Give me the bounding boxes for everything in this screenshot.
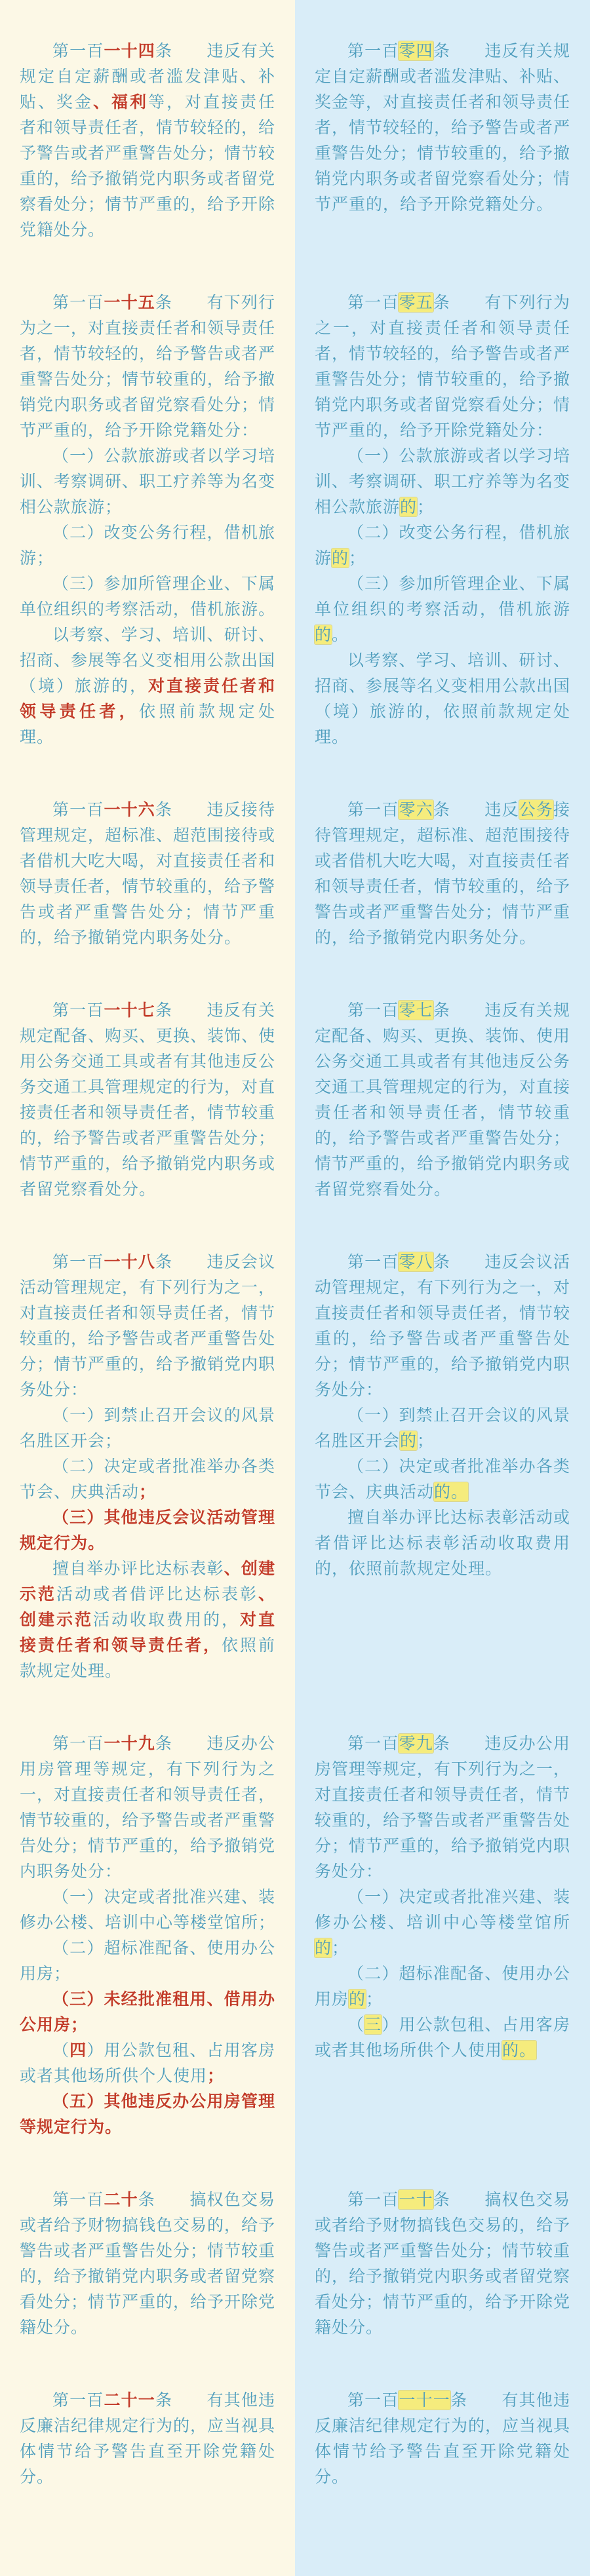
text-run: 条 — [433, 293, 450, 312]
highlighted-text: 零七 — [399, 1001, 433, 1020]
text-run: 条 — [433, 1001, 450, 1020]
paragraph — [315, 290, 570, 443]
paragraph — [315, 571, 570, 647]
article-108 — [315, 1249, 570, 1581]
paragraph — [315, 797, 570, 950]
paragraph — [20, 1731, 275, 1884]
text-run: 条 — [433, 800, 450, 819]
text-run: 违反接待管理规定，超标准、超范围接待或者借机大吃大喝，对直接责任者和领导责任者，情节较重的，给予警告或者严重警告处分；情节严重的，给予撤销党内职务处分。 — [20, 800, 276, 947]
added-text: 一十六 — [104, 800, 155, 819]
text-run: （一）决定或者批准兴建、装修办公楼、培训中心等楼堂馆所 — [315, 1887, 570, 1932]
paragraph — [20, 2088, 275, 2140]
text-run: 违反会议活动管理规定，有下列行为之一，对直接责任者和领导责任者，情节较重的，给予警告或者严重警告处分；情节严重的，给予撤销党内职务处分： — [315, 1252, 571, 1399]
paragraph — [20, 571, 275, 622]
text-run — [450, 800, 484, 819]
text-run: 依照前款规定处理。 — [20, 702, 275, 746]
paragraph — [20, 797, 275, 950]
added-text: 四 — [69, 2041, 87, 2060]
right-column-article-108 — [295, 1249, 590, 1731]
text-run: 第一百 — [347, 1001, 399, 1020]
text-run: 擅自举办评比达标表彰 — [52, 1559, 224, 1578]
text-run: ； — [366, 1990, 384, 2009]
highlighted-text: 零九 — [399, 1734, 433, 1753]
paragraph — [315, 2387, 570, 2489]
article-107 — [315, 997, 570, 1202]
paragraph — [20, 622, 275, 750]
text-run: 擅自举办评比达标表彰活动或者借评比达标表彰活动收取费用的，依照前款规定处理。 — [315, 1508, 570, 1578]
text-run: 依照前款规定处理。 — [20, 1636, 275, 1680]
text-run: 第一百 — [347, 293, 399, 312]
paragraph — [315, 520, 570, 571]
text-run — [450, 1252, 484, 1271]
paragraph — [315, 2187, 570, 2340]
text-run: 第一百 — [52, 2190, 104, 2209]
paragraph — [20, 290, 275, 443]
text-run: （二）超标准配备、使用办公用房 — [315, 1964, 570, 2009]
text-run: 条 — [433, 41, 450, 60]
paragraph — [315, 2012, 570, 2063]
highlighted-text: 一十一 — [399, 2391, 450, 2410]
highlighted-text: 的 — [400, 1431, 418, 1450]
text-run: （三）参加所管理企业、下属单位组织的考察活动，借机旅游 — [315, 574, 570, 619]
added-text: （三）其他违反会议活动管理规定行为。 — [20, 1508, 275, 1552]
highlighted-text: 一十 — [399, 2190, 433, 2209]
highlighted-text: 三 — [364, 2015, 382, 2034]
article-114 — [20, 38, 275, 242]
added-text: ； — [139, 1482, 157, 1501]
paragraph — [315, 1505, 570, 1581]
text-run: 搞权色交易或者给予财物搞钱色交易的，给予警告或者严重警告处分；情节较重的，给予撤销党内职务或者留党察看处分；情节严重的，给予开除党籍处分。 — [315, 2190, 571, 2337]
text-run — [172, 293, 206, 312]
text-run: 条 — [433, 1252, 450, 1271]
right-column-article-111 — [295, 2387, 590, 2576]
paragraph — [20, 38, 275, 242]
text-run: 第一百 — [347, 800, 399, 819]
highlighted-text: 的 — [349, 1990, 366, 2009]
text-run: 违反有关规定配备、购买、更换、装饰、使用公务交通工具或者有其他违反公务交通工具管理规定的行为，对直接责任者和领导责任者，情节较重的，给予警告或者严重警告处分；情节严重的，给予撤销党内职务或者留党察看处分。 — [20, 1001, 276, 1199]
paragraph — [315, 1731, 570, 1884]
article-118 — [20, 1249, 275, 1683]
right-column-article-107 — [295, 997, 590, 1249]
text-run — [172, 2391, 206, 2410]
paragraph — [20, 443, 275, 520]
text-run: 搞权色交易或者给予财物搞钱色交易的，给予警告或者严重警告处分；情节较重的，给予撤销党内职务或者留党察看处分；情节严重的，给予开除党籍处分。 — [20, 2190, 276, 2337]
text-run: （二）改变公务行程，借机旅游； — [20, 523, 275, 567]
text-run: 违反有关规定配备、购买、更换、装饰、使用公务交通工具或者有其他违反公务交通工具管理规定的行为，对直接责任者和领导责任者，情节较重的，给予警告或者严重警告处分；情节严重的，给予撤销党内职务或者留党察看处分。 — [315, 1001, 571, 1199]
left-column-article-121 — [0, 2387, 295, 2576]
text-run: 活动收取费用的， — [93, 1610, 240, 1629]
paragraph — [20, 1884, 275, 1935]
paragraph — [315, 1884, 570, 1961]
text-run: （一）到禁止召开会议的风景名胜区开会 — [315, 1406, 570, 1450]
text-run: （一）决定或者批准兴建、装修办公楼、培训中心等楼堂馆所； — [20, 1887, 276, 1932]
text-run: （二）决定或者批准举办各类节会、庆典活动 — [315, 1457, 570, 1501]
text-run: （一）到禁止召开会议的风景名胜区开会； — [20, 1406, 275, 1450]
article-119 — [20, 1731, 275, 2140]
text-run: 第一百 — [52, 1001, 104, 1020]
paragraph — [20, 1935, 275, 1986]
highlighted-text: 的 — [332, 548, 349, 567]
highlighted-text: 的 — [315, 625, 332, 644]
text-run: 违反 — [484, 800, 519, 819]
paragraph — [20, 1556, 275, 1683]
text-run: 接待管理规定，超标准、超范围接待或者借机大吃大喝，对直接责任者和领导责任者，情节较重的，给予警告或者严重警告处分；情节严重的，给予撤销党内职务处分。 — [315, 800, 571, 947]
text-run: 违反有关规定自定薪酬或者滥发津贴、补贴、奖金等，对直接责任者和领导责任者，情节较轻的，给予警告或者严重警告处分；情节较重的，给予撤销党内职务或者留党察看处分；情节严重的，给予开除党籍处分。 — [315, 41, 571, 214]
paragraph — [20, 1505, 275, 1556]
article-116 — [20, 797, 275, 950]
paragraph — [20, 2187, 275, 2340]
text-run — [450, 293, 484, 312]
left-column-article-116 — [0, 797, 295, 997]
paragraph — [20, 520, 275, 571]
text-run: （二）决定或者批准举办各类节会、庆典活动 — [20, 1457, 275, 1501]
text-run: 有下列行为之一，对直接责任者和领导责任者，情节较轻的，给予警告或者严重警告处分；情节较重的，给予撤销党内职务或者留党察看处分；情节严重的，给予开除党籍处分： — [315, 293, 571, 440]
added-text: （五）其他违反办公用房管理等规定行为。 — [20, 2092, 275, 2136]
paragraph — [315, 997, 570, 1202]
text-run: 条 — [155, 1252, 173, 1271]
text-run: ）用公款包租、占用客房或者其他场所供个人使用 — [315, 2015, 570, 2060]
paragraph — [315, 1453, 570, 1505]
text-run: 第一百 — [52, 1252, 104, 1271]
text-run — [172, 1734, 206, 1753]
article-111 — [315, 2387, 570, 2489]
text-run — [155, 2190, 189, 2209]
paragraph — [315, 1402, 570, 1453]
added-text: 、创建示范 — [20, 1559, 275, 1604]
left-column-article-119 — [0, 1731, 295, 2187]
article-121 — [20, 2387, 275, 2489]
added-text: （三）未经批准租用、借用办公用房； — [20, 1990, 275, 2034]
text-run: 以考察、学习、培训、研讨、招商、参展等名义变相用公款出国（境）旅游的， — [20, 625, 276, 695]
added-text: 二十一 — [104, 2391, 155, 2410]
added-text: 对直接责任者和领导责任者， — [20, 676, 275, 721]
paragraph — [20, 1402, 275, 1453]
paragraph — [315, 38, 570, 217]
added-text: 一十五 — [104, 293, 155, 312]
text-run — [172, 800, 206, 819]
text-run: （ — [347, 2015, 365, 2034]
highlighted-text: 零六 — [399, 800, 433, 819]
text-run: 第一百 — [52, 41, 104, 60]
right-column-article-105 — [295, 290, 590, 797]
paragraph — [20, 2387, 275, 2489]
paragraph — [20, 997, 275, 1202]
text-run: 第一百 — [52, 800, 104, 819]
article-120 — [20, 2187, 275, 2340]
paragraph — [20, 2037, 275, 2088]
highlighted-text: 的 — [315, 1938, 332, 1957]
text-run — [450, 1001, 484, 1020]
paragraph — [315, 1961, 570, 2012]
highlighted-text: 公务 — [519, 800, 553, 819]
added-text: 、福利 — [93, 92, 148, 111]
highlighted-text: 零五 — [399, 293, 433, 312]
text-run: ； — [417, 497, 435, 516]
left-column-article-118 — [0, 1249, 295, 1731]
text-run: 条 — [155, 41, 173, 60]
text-run: 第一百 — [347, 2190, 399, 2209]
text-run: 第一百 — [52, 293, 104, 312]
left-column-article-120 — [0, 2187, 295, 2387]
text-run: 有下列行为之一，对直接责任者和领导责任者，情节较轻的，给予警告或者严重警告处分；情节较重的，给予撤销党内职务或者留党察看处分；情节严重的，给予开除党籍处分： — [20, 293, 276, 440]
added-text: 一十四 — [104, 41, 155, 60]
text-run: 第一百 — [347, 1252, 399, 1271]
text-run: ）用公款包租、占用客房或者其他场所供个人使用 — [20, 2041, 275, 2085]
added-text: 、创建示范 — [20, 1585, 275, 1629]
right-column-article-109 — [295, 1731, 590, 2187]
text-run: 第一百 — [347, 1734, 399, 1753]
article-110 — [315, 2187, 570, 2340]
highlighted-text: 的 — [400, 497, 418, 516]
text-run: 第一百 — [347, 41, 399, 60]
text-run: （一）公款旅游或者以学习培训、考察调研、职工疗养等为名变相公款旅游； — [20, 446, 276, 516]
text-run: 条 — [433, 1734, 450, 1753]
right-column-article-104 — [295, 0, 590, 290]
text-run: （二）超标准配备、使用办公用房； — [20, 1938, 275, 1983]
highlighted-text: 的。 — [502, 2041, 537, 2060]
text-run — [172, 1252, 206, 1271]
text-run: ； — [349, 548, 366, 567]
text-run: 条 — [155, 1001, 173, 1020]
right-column-article-106 — [295, 797, 590, 997]
paragraph — [20, 1249, 275, 1402]
text-run: 活动或者借评比达标表彰 — [56, 1585, 258, 1604]
text-run — [450, 2190, 484, 2209]
added-text: 对直接责任者和领导责任者， — [20, 1610, 275, 1655]
text-run: 以考察、学习、培训、研讨、招商、参展等名义变相用公款出国（境）旅游的，依照前款规定处理。 — [315, 651, 571, 746]
text-run: （ — [52, 2041, 70, 2060]
paragraph — [315, 647, 570, 750]
article-106 — [315, 797, 570, 950]
text-run: 等，对直接责任者和领导责任者，情节较轻的，给予警告或者严重警告处分；情节较重的，给予撤销党内职务或者留党察看处分；情节严重的，给予开除党籍处分。 — [20, 92, 276, 239]
left-column-article-115 — [0, 290, 295, 797]
left-column-article-117 — [0, 997, 295, 1249]
article-115 — [20, 290, 275, 750]
text-run: 违反办公用房管理等规定，有下列行为之一，对直接责任者和领导责任者，情节较重的，给予警告或者严重警告处分；情节严重的，给予撤销党内职务处分： — [20, 1734, 276, 1881]
right-column-article-110 — [295, 2187, 590, 2387]
highlighted-text: 零八 — [399, 1252, 433, 1271]
text-run: 有其他违反廉洁纪律规定行为的，应当视具体情节给予警告直至开除党籍处分。 — [20, 2391, 276, 2486]
text-run: 。 — [332, 625, 349, 644]
text-run — [172, 41, 206, 60]
text-run — [450, 41, 484, 60]
paragraph — [315, 1249, 570, 1402]
article-104 — [315, 38, 570, 217]
article-105 — [315, 290, 570, 750]
text-run: 条 — [155, 800, 173, 819]
text-run: 条 — [138, 2190, 155, 2209]
paragraph — [315, 443, 570, 520]
added-text: 一十九 — [104, 1734, 155, 1753]
article-117 — [20, 997, 275, 1202]
text-run: （三）参加所管理企业、下属单位组织的考察活动，借机旅游。 — [20, 574, 276, 619]
text-run: 第一百 — [52, 1734, 104, 1753]
text-run — [450, 1734, 484, 1753]
text-run: 条 — [155, 2391, 173, 2410]
text-run: 有其他违反廉洁纪律规定行为的，应当视具体情节给予警告直至开除党籍处分。 — [315, 2391, 571, 2486]
paragraph — [20, 1986, 275, 2037]
added-text: 二十 — [104, 2190, 138, 2209]
highlighted-text: 的。 — [434, 1482, 469, 1501]
text-run: 违反办公用房管理等规定，有下列行为之一，对直接责任者和领导责任者，情节较重的，给予警告或者严重警告处分；情节严重的，给予撤销党内职务处分： — [315, 1734, 571, 1881]
text-run: 条 — [450, 2391, 468, 2410]
text-run: （二）改变公务行程，借机旅游 — [315, 523, 570, 567]
text-run — [467, 2391, 502, 2410]
text-run — [172, 1001, 206, 1020]
text-run: ； — [332, 1938, 349, 1957]
article-109 — [315, 1731, 570, 2063]
paragraph — [20, 1453, 275, 1505]
added-text: ； — [207, 2066, 225, 2085]
text-run: （一）公款旅游或者以学习培训、考察调研、职工疗养等为名变相公款旅游 — [315, 446, 571, 516]
added-text: 一十七 — [104, 1001, 155, 1020]
text-run: 条 — [155, 293, 173, 312]
text-run: ； — [417, 1431, 435, 1450]
text-run: 第一百 — [347, 2391, 399, 2410]
added-text: 一十八 — [104, 1252, 155, 1271]
highlighted-text: 零四 — [399, 41, 433, 60]
left-column-article-114 — [0, 0, 295, 290]
text-run: 条 — [433, 2190, 450, 2209]
text-run: 条 — [155, 1734, 173, 1753]
text-run: 违反有关规定自定薪酬或者滥发津贴、补贴、奖金 — [20, 41, 275, 111]
text-run: 违反会议活动管理规定，有下列行为之一，对直接责任者和领导责任者，情节较重的，给予警告或者严重警告处分；情节严重的，给予撤销党内职务处分： — [20, 1252, 276, 1399]
text-run: 第一百 — [52, 2391, 104, 2410]
